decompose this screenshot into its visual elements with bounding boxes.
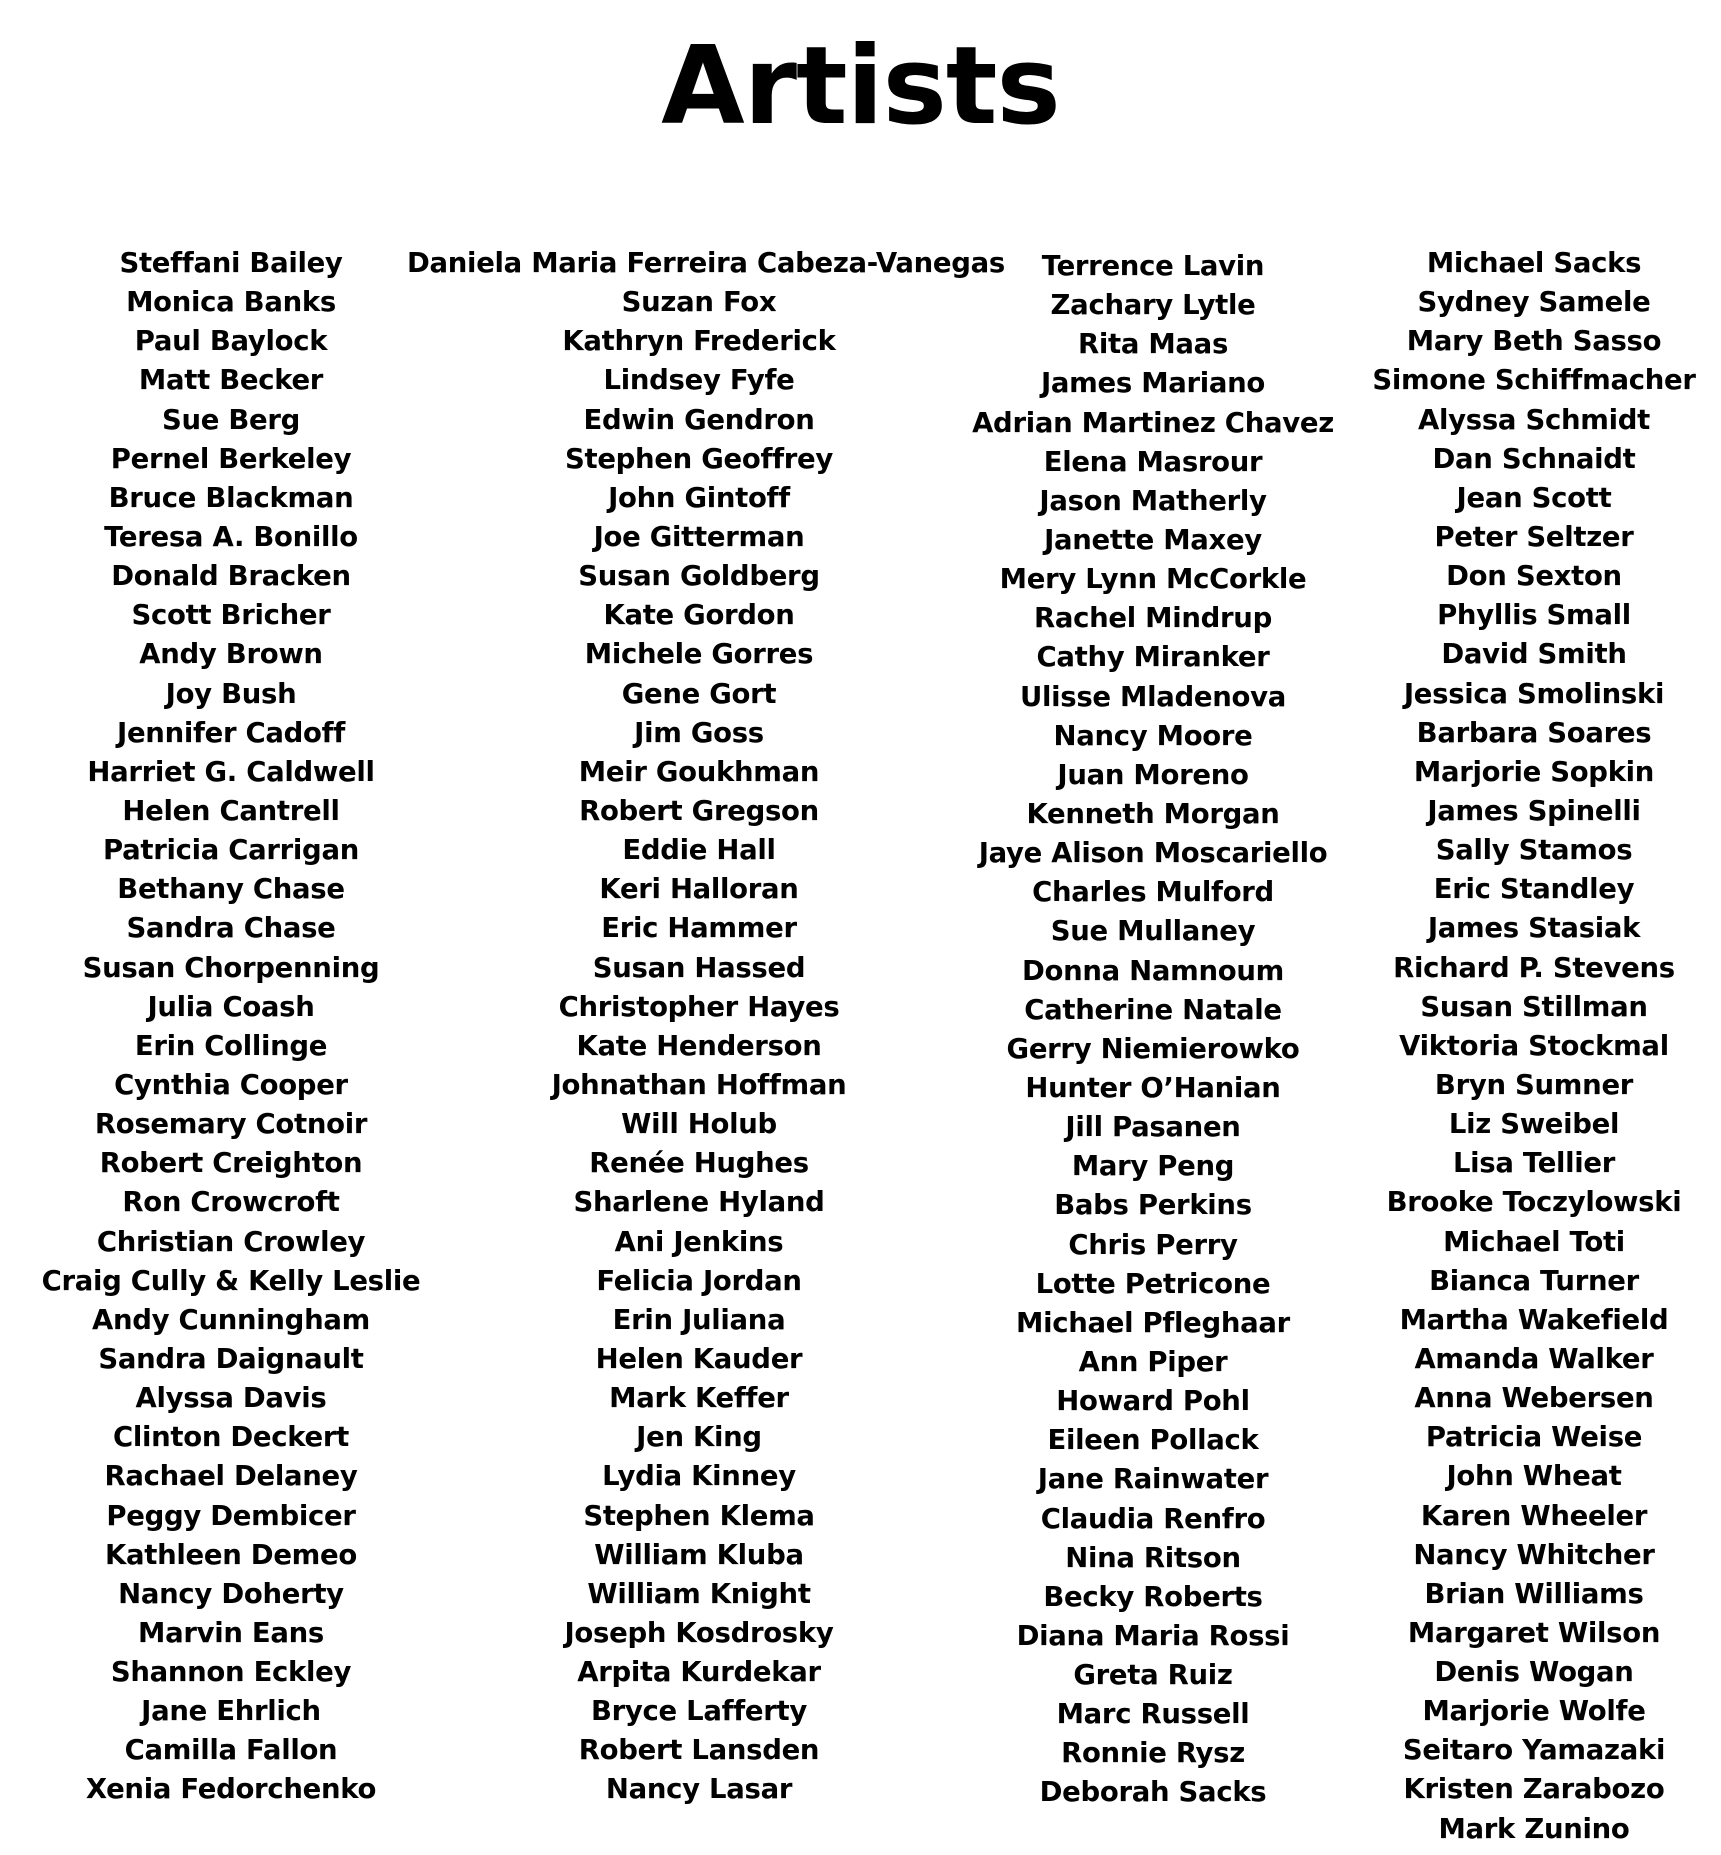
artist-name: Camilla Fallon — [124, 1734, 338, 1767]
artist-name: James Spinelli — [1427, 794, 1641, 827]
artist-name: Sally Stamos — [1435, 834, 1633, 867]
artist-column-1 — [0, 244, 462, 1810]
artist-name: Hunter O’Hanian — [1025, 1071, 1281, 1104]
artist-name: Bryce Lafferty — [590, 1695, 808, 1728]
artist-name: Seitaro Yamazaki — [1402, 1734, 1666, 1767]
artist-name: Michael Pfleghaar — [1016, 1306, 1290, 1339]
artist-name: Kenneth Morgan — [1026, 797, 1280, 830]
artist-name: Greta Ruiz — [1073, 1659, 1233, 1692]
artist-name: Zachary Lytle — [1050, 289, 1256, 322]
artist-name: James Stasiak — [1427, 912, 1641, 945]
artist-name: Nina Ritson — [1065, 1541, 1241, 1574]
artist-name: Robert Lansden — [578, 1734, 820, 1767]
artist-name: Deborah Sacks — [1039, 1776, 1267, 1809]
artist-name: Rachael Delaney — [104, 1460, 358, 1493]
artist-name: Lisa Tellier — [1452, 1147, 1616, 1180]
artist-name: Harriet G. Caldwell — [87, 755, 375, 788]
artist-name: Robert Creighton — [99, 1147, 363, 1180]
artist-name: Babs Perkins — [1054, 1189, 1252, 1222]
artist-name: Robert Gregson — [579, 794, 819, 827]
artist-name: Ulisse Mladenova — [1020, 680, 1286, 713]
artist-name: Jim Goss — [634, 716, 764, 749]
artist-name: Bianca Turner — [1429, 1264, 1639, 1297]
artist-name: Daniela Maria Ferreira Cabeza-Vanegas — [407, 247, 1005, 279]
artist-name: Donna Namnoum — [1021, 954, 1285, 987]
artist-name: Pernel Berkeley — [110, 442, 352, 475]
artist-name: Liz Sweibel — [1448, 1108, 1620, 1141]
artist-name: Nancy Whitcher — [1413, 1538, 1655, 1571]
artist-name: Chris Perry — [1068, 1228, 1238, 1261]
artist-name: Julia Coash — [147, 990, 315, 1023]
artist-name: Adrian Martinez Chavez — [972, 406, 1334, 439]
artist-name: Mark Zunino — [1438, 1812, 1630, 1845]
artist-name: Mary Peng — [1071, 1150, 1235, 1183]
artist-name: Catherine Natale — [1024, 993, 1282, 1026]
artist-name: Monica Banks — [126, 286, 336, 319]
artist-name: Ani Jenkins — [614, 1225, 784, 1258]
artist-name: Mary Beth Sasso — [1406, 325, 1662, 358]
artist-name: Patricia Weise — [1425, 1421, 1643, 1454]
artist-name: Peter Seltzer — [1434, 520, 1634, 553]
artist-name: Michael Sacks — [1426, 247, 1642, 279]
artist-name: Viktoria Stockmal — [1399, 1029, 1669, 1062]
artist-name: Ann Piper — [1078, 1345, 1228, 1378]
artist-name: Diana Maria Rossi — [1016, 1619, 1290, 1652]
artist-name: Kristen Zarabozo — [1403, 1773, 1665, 1806]
artist-name: Eileen Pollack — [1047, 1424, 1259, 1457]
artist-name: John Gintoff — [608, 481, 790, 514]
artist-name: Bruce Blackman — [108, 481, 354, 514]
artist-name: Richard P. Stevens — [1393, 951, 1675, 984]
artist-name: Marjorie Wolfe — [1422, 1695, 1646, 1728]
artist-name: Craig Cully & Kelly Leslie — [41, 1264, 421, 1297]
artist-name: William Kluba — [594, 1538, 804, 1571]
artist-name: Sharlene Hyland — [573, 1186, 825, 1219]
artist-name: Sydney Samele — [1417, 286, 1651, 319]
artist-name: Xenia Fedorchenko — [85, 1773, 377, 1806]
artist-name: Bethany Chase — [117, 873, 345, 906]
artist-name: Arpita Kurdekar — [577, 1656, 821, 1689]
artist-name: Jill Pasanen — [1065, 1111, 1241, 1144]
artist-name: Rosemary Cotnoir — [94, 1108, 368, 1141]
artist-name: Marc Russell — [1056, 1698, 1250, 1731]
artist-name: Andy Cunningham — [92, 1303, 370, 1336]
artist-name: Renée Hughes — [589, 1147, 809, 1180]
artist-name: Joe Gitterman — [593, 520, 805, 553]
artist-name: Alyssa Schmidt — [1418, 403, 1650, 436]
artist-name: Gerry Niemierowko — [1006, 1032, 1300, 1065]
artist-name: Barbara Soares — [1416, 716, 1652, 749]
artist-name: Jennifer Cadoff — [117, 716, 345, 749]
artist-name: Jason Matherly — [1039, 484, 1267, 517]
artist-name: Donald Bracken — [111, 560, 351, 593]
artist-name: Christopher Hayes — [558, 990, 840, 1023]
artist-name: Steffani Bailey — [119, 247, 343, 279]
artist-name: Teresa A. Bonillo — [104, 520, 358, 553]
artist-name: Jaye Alison Moscariello — [978, 837, 1328, 870]
artist-name: Bryn Sumner — [1434, 1068, 1634, 1101]
artist-name: Brian Williams — [1424, 1577, 1644, 1610]
artist-name: Kathryn Frederick — [562, 325, 836, 358]
artist-name: Susan Chorpenning — [82, 951, 380, 984]
artist-name: Lindsey Fyfe — [603, 364, 795, 397]
artist-column-3 — [967, 247, 1339, 1813]
artist-name: Peggy Dembicer — [106, 1499, 356, 1532]
artist-name: Cynthia Cooper — [114, 1068, 348, 1101]
artist-name: Andy Brown — [139, 638, 323, 671]
artist-name: Eddie Hall — [622, 834, 776, 867]
artist-name: Denis Wogan — [1434, 1656, 1634, 1689]
artist-name: Rachel Mindrup — [1034, 602, 1272, 635]
artist-name: Martha Wakefield — [1399, 1303, 1669, 1336]
artist-name: Margaret Wilson — [1407, 1616, 1661, 1649]
artist-name: Nancy Lasar — [605, 1773, 793, 1806]
artist-name: Anna Webersen — [1414, 1382, 1654, 1415]
artist-name: Meir Goukhman — [578, 755, 820, 788]
artist-name: Ron Crowcroft — [122, 1186, 340, 1219]
artist-name: Jane Ehrlich — [141, 1695, 321, 1728]
artist-name: Kate Henderson — [576, 1029, 822, 1062]
artist-name: Patricia Carrigan — [103, 834, 359, 867]
artist-name: Jen King — [636, 1421, 762, 1454]
artist-column-2 — [407, 244, 1005, 1810]
artist-name: Susan Goldberg — [578, 560, 820, 593]
artist-name: Will Holub — [621, 1108, 777, 1141]
artist-name: Alyssa Davis — [135, 1382, 327, 1415]
artist-name: Jane Rainwater — [1037, 1463, 1269, 1496]
artist-name: Claudia Renfro — [1040, 1502, 1266, 1535]
artist-name: Eric Standley — [1433, 873, 1635, 906]
artist-name: Ronnie Rysz — [1061, 1737, 1245, 1770]
artist-name: Juan Moreno — [1057, 758, 1249, 791]
artist-name: Erin Juliana — [612, 1303, 786, 1336]
artist-name: Howard Pohl — [1056, 1385, 1250, 1418]
artist-name: Christian Crowley — [96, 1225, 366, 1258]
artist-name: Clinton Deckert — [113, 1421, 349, 1454]
artist-name: Gene Gort — [621, 677, 777, 710]
artist-name: Michele Gorres — [584, 638, 814, 671]
artist-name: Amanda Walker — [1414, 1342, 1654, 1375]
artist-name: Stephen Klema — [583, 1499, 815, 1532]
artist-name: Eric Hammer — [601, 912, 797, 945]
artist-name: Stephen Geoffrey — [564, 442, 834, 475]
artist-name: Jessica Smolinski — [1403, 677, 1665, 710]
artist-name: Scott Bricher — [131, 599, 331, 632]
artist-name: Lydia Kinney — [602, 1460, 796, 1493]
artist-name: Shannon Eckley — [110, 1656, 352, 1689]
artist-name: Phyllis Small — [1437, 599, 1631, 632]
artist-name: Don Sexton — [1446, 560, 1622, 593]
artist-name: Jean Scott — [1456, 481, 1612, 514]
artist-name: Dan Schnaidt — [1432, 442, 1636, 475]
page-title: Artists — [661, 24, 1060, 149]
artist-name: Kate Gordon — [603, 599, 795, 632]
artist-name: Paul Baylock — [134, 325, 328, 358]
artist-name: Janette Maxey — [1044, 523, 1262, 556]
artist-name: William Knight — [587, 1577, 811, 1610]
artist-name: Lotte Petricone — [1035, 1267, 1271, 1300]
artist-name: Matt Becker — [138, 364, 324, 397]
artist-name: Charles Mulford — [1032, 876, 1274, 909]
artist-name: Marvin Eans — [138, 1616, 324, 1649]
artist-name: Cathy Miranker — [1036, 641, 1270, 674]
artist-name: Susan Stillman — [1420, 990, 1648, 1023]
artist-name: Terrence Lavin — [1041, 250, 1265, 282]
artist-name: Helen Kauder — [595, 1342, 803, 1375]
artist-name: David Smith — [1441, 638, 1627, 671]
artist-name: Mery Lynn McCorkle — [999, 563, 1307, 596]
artist-name: Joy Bush — [165, 677, 297, 710]
artist-name: Brooke Toczylowski — [1386, 1186, 1682, 1219]
artist-name: Marjorie Sopkin — [1413, 755, 1655, 788]
artist-name: James Mariano — [1040, 367, 1266, 400]
artist-name: Karen Wheeler — [1420, 1499, 1648, 1532]
artist-name: Simone Schiffmacher — [1372, 364, 1696, 397]
artist-name: John Wheat — [1446, 1460, 1622, 1493]
artist-name: Mark Keffer — [609, 1382, 789, 1415]
artist-name: Kathleen Demeo — [105, 1538, 357, 1571]
artist-name: Michael Toti — [1443, 1225, 1625, 1258]
artist-name: Sandra Chase — [126, 912, 336, 945]
artist-name: Nancy Doherty — [118, 1577, 344, 1610]
artist-name: Sandra Daignault — [98, 1342, 364, 1375]
artist-column-4 — [1347, 244, 1721, 1849]
artist-name: Suzan Fox — [621, 286, 777, 319]
artist-name: Joseph Kosdrosky — [564, 1616, 834, 1649]
artist-name: Sue Berg — [161, 403, 301, 436]
artist-name: Becky Roberts — [1043, 1580, 1263, 1613]
artist-name: Nancy Moore — [1053, 719, 1253, 752]
artist-name: Keri Halloran — [599, 873, 799, 906]
artist-name: Johnathan Hoffman — [551, 1068, 847, 1101]
artist-name: Rita Maas — [1077, 328, 1229, 361]
artist-name: Edwin Gendron — [583, 403, 815, 436]
artist-name: Sue Mullaney — [1050, 915, 1256, 948]
artist-name: Helen Cantrell — [122, 794, 340, 827]
artist-name: Erin Collinge — [134, 1029, 328, 1062]
artist-name: Susan Hassed — [592, 951, 806, 984]
artist-name: Elena Masrour — [1043, 445, 1263, 478]
artist-name: Felicia Jordan — [596, 1264, 802, 1297]
